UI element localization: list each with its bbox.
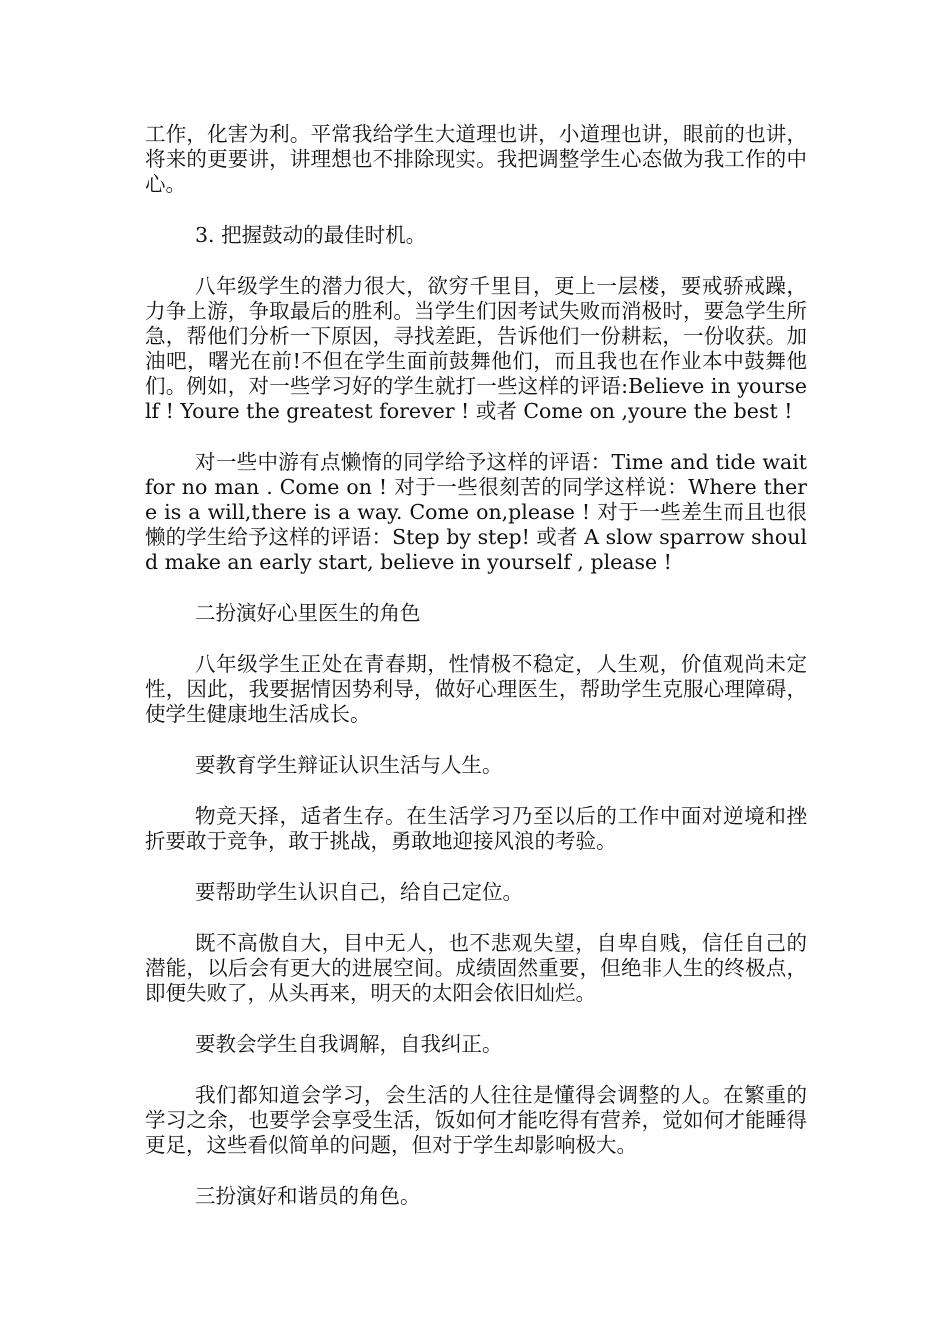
paragraph-self-confidence: 既不高傲自大，目中无人，也不悲观失望，自卑自贱，信任自己的潜能，以后会有更大的进展空间。成绩固然重要，但绝非人生的终极点，即便失败了，从头再来，明天的太阳会依旧灿烂。 xyxy=(145,931,807,1005)
paragraph-adolescence: 八年级学生正处在青春期，性情极不稳定，人生观，价值观尚未定性，因此，我要据情因势利导，做好心理医生，帮助学生克服心理障碍，使学生健康地生活成长。 xyxy=(145,652,807,726)
paragraph-competition: 物竞天择，适者生存。在生活学习乃至以后的工作中面对逆境和挫折要敢于竞争，敢于挑战，勇敢地迎接风浪的考验。 xyxy=(145,804,807,853)
document-page xyxy=(145,122,807,1235)
heading-harmony-role: 三扮演好和谐员的角色。 xyxy=(195,1184,421,1208)
paragraph-encouragement: 八年级学生的潜力很大，欲穷千里目，更上一层楼，要戒骄戒躁，力争上游，争取最后的胜利。当学生们因考试失败而消极时，要急学生所急，帮他们分析一下原因，寻找差距，告诉他们一份耕耘，一份收获。加油吧，曙光在前!不但在学生面前鼓舞他们，而且我也在作业本中鼓舞他们。例如，对一些学习好的学生就打一些这样的评语:Believe in yourself ! Youre the greatest forever ! 或者 Come on ,youre the best ! xyxy=(145,274,807,423)
paragraph-continuation: 工作，化害为利。平常我给学生大道理也讲，小道理也讲，眼前的也讲，将来的更要讲，讲理想也不排除现实。我把调整学生心态做为我工作的中心。 xyxy=(145,122,807,196)
heading-psychologist-role: 二扮演好心里医生的角色 xyxy=(195,601,421,625)
subheading-dialectical-view: 要教育学生辩证认识生活与人生。 xyxy=(195,753,503,777)
subheading-self-knowledge: 要帮助学生认识自己，给自己定位。 xyxy=(195,880,523,904)
paragraph-enjoy-life: 我们都知道会学习，会生活的人往往是懂得会调整的人。在繁重的学习之余，也要学会享受生活，饭如何才能吃得有营养，觉如何才能睡得更足，这些看似简单的问题，但对于学生却影响极大。 xyxy=(145,1083,807,1157)
paragraph-comments-examples: 对一些中游有点懒惰的同学给予这样的评语：Time and tide wait for no man . Come on ! 对于一些很刻苦的同学这样说：Where there is a will,there is a way. Come on,please ! 对于一些差生而且也很懒的学生给予这样的评语：Step by step! 或者 A slow sparrow should make an early start, believe in yourself , please ! xyxy=(145,450,807,574)
subheading-self-adjustment: 要教会学生自我调解，自我纠正。 xyxy=(195,1032,503,1056)
heading-3-encourage-timing: 3. 把握鼓动的最佳时机。 xyxy=(195,223,427,247)
